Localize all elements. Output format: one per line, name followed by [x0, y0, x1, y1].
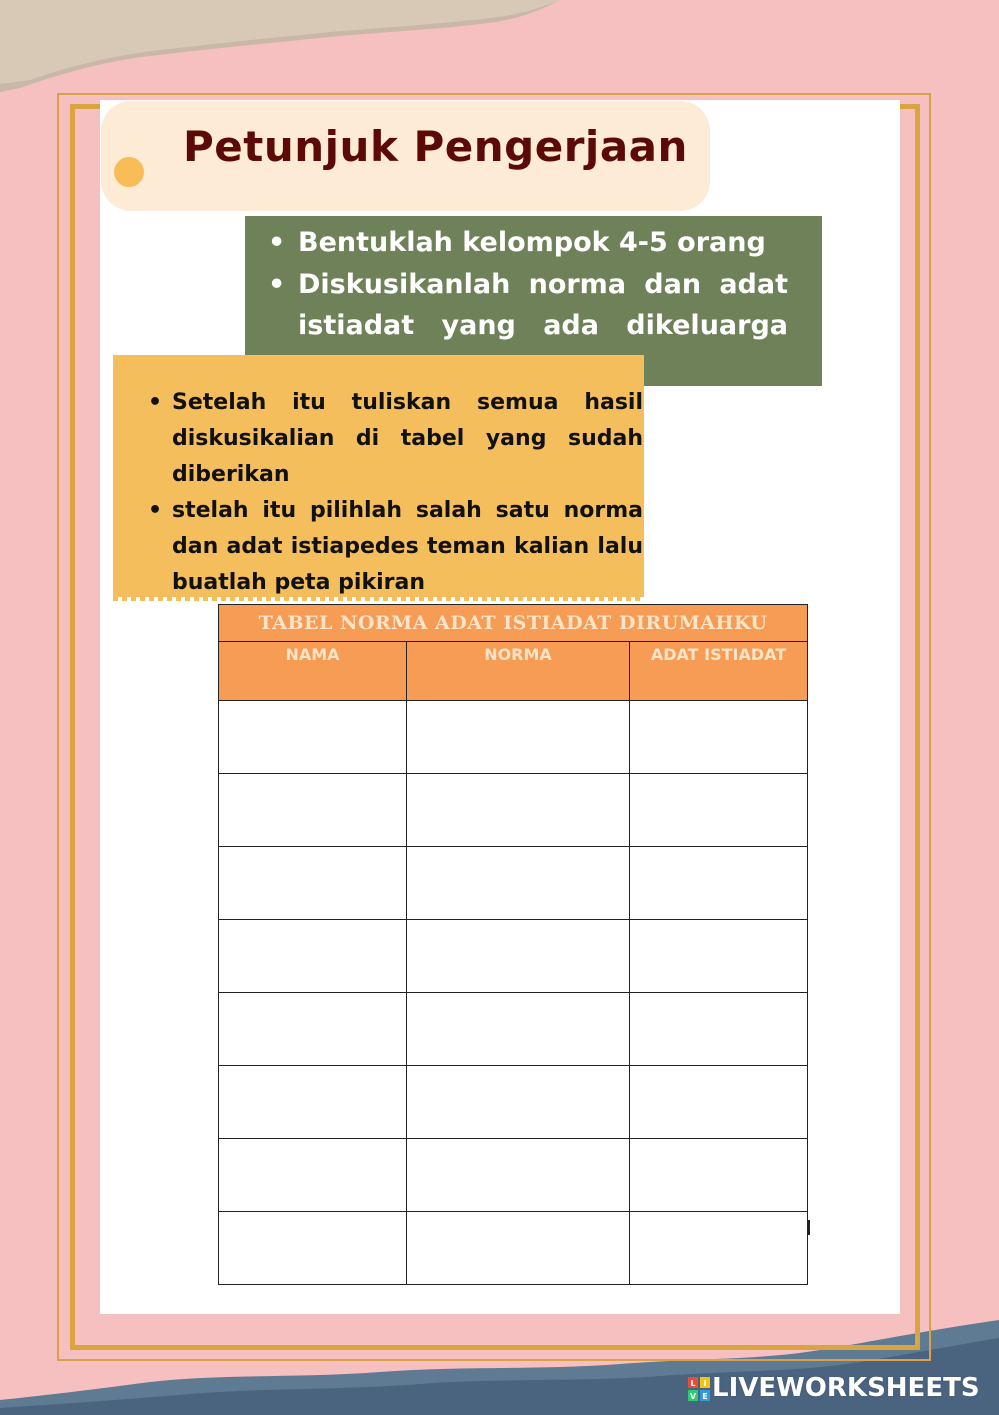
liveworksheets-brand[interactable]: LIVEWORKSHEETS: [712, 1373, 980, 1403]
column-header-nama: NAMA: [219, 642, 407, 701]
norma-cell[interactable]: [407, 701, 630, 774]
cursor-mark: [807, 1220, 810, 1235]
adat-istiadat-cell[interactable]: [630, 847, 808, 920]
orange-instruction-list: [148, 385, 643, 601]
norma-cell[interactable]: [407, 1212, 630, 1285]
adat-istiadat-cell[interactable]: [630, 1139, 808, 1212]
nama-cell[interactable]: [219, 920, 407, 993]
nama-cell[interactable]: [219, 1066, 407, 1139]
table-row: [219, 1212, 808, 1285]
table-row: [219, 1066, 808, 1139]
norma-cell[interactable]: [407, 847, 630, 920]
table-row: [219, 1139, 808, 1212]
adat-istiadat-cell[interactable]: [630, 920, 808, 993]
table-row: [219, 993, 808, 1066]
norma-cell[interactable]: [407, 774, 630, 847]
instruction-item: • Bentuklah kelompok 4-5 orang: [268, 222, 788, 264]
nama-cell[interactable]: [219, 1212, 407, 1285]
liveworksheets-logo-icon: [688, 1377, 710, 1401]
instruction-item: • Setelah itu tuliskan semua hasil diskusikalian di tabel yang sudah diberikan: [148, 385, 643, 493]
adat-istiadat-cell[interactable]: [630, 774, 808, 847]
table-row: [219, 920, 808, 993]
nama-cell[interactable]: [219, 1139, 407, 1212]
norma-table: [218, 604, 808, 1285]
table-body: [219, 701, 808, 1285]
logo-letter: V: [689, 1392, 697, 1401]
norma-cell[interactable]: [407, 1139, 630, 1212]
page-title: Petunjuk Pengerjaan: [183, 122, 688, 171]
logo-letter: I: [703, 1379, 707, 1388]
norma-cell[interactable]: [407, 993, 630, 1066]
table-row: [219, 774, 808, 847]
norma-cell[interactable]: [407, 920, 630, 993]
norma-cell[interactable]: [407, 1066, 630, 1139]
nama-cell[interactable]: [219, 993, 407, 1066]
adat-istiadat-cell[interactable]: [630, 1212, 808, 1285]
table-row: [219, 847, 808, 920]
title-dot-icon: [114, 157, 144, 187]
table-row: [219, 701, 808, 774]
instruction-item: • stelah itu pilihlah salah satu norma dan adat istiapedes teman kalian lalu buatlah peta pikiran: [148, 493, 643, 601]
nama-cell[interactable]: [219, 701, 407, 774]
adat-istiadat-cell[interactable]: [630, 701, 808, 774]
nama-cell[interactable]: [219, 774, 407, 847]
logo-letter: L: [690, 1379, 696, 1388]
column-header-norma: NORMA: [407, 642, 630, 701]
instruction-item: • Diskusikanlah norma dan adat istiadat yang ada dikeluarga: [268, 264, 788, 389]
table-title: TABEL NORMA ADAT ISTIADAT DIRUMAHKU: [219, 605, 808, 642]
nama-cell[interactable]: [219, 847, 407, 920]
logo-letter: E: [702, 1392, 708, 1401]
column-header-adat-istiadat: ADAT ISTIADAT: [630, 642, 808, 701]
adat-istiadat-cell[interactable]: [630, 993, 808, 1066]
adat-istiadat-cell[interactable]: [630, 1066, 808, 1139]
